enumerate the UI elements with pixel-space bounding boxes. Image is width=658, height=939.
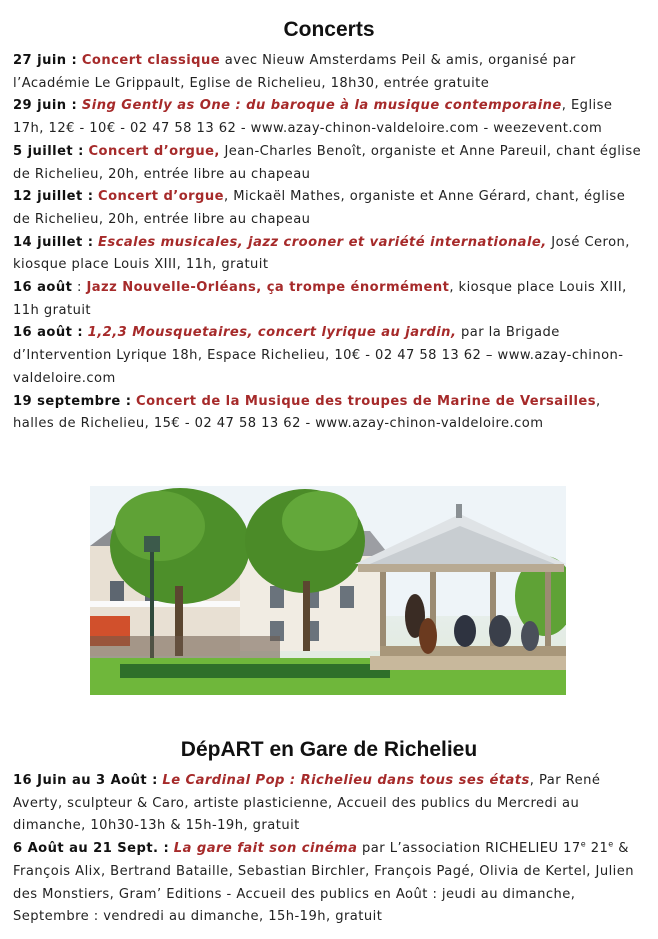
list-item <box>13 141 645 186</box>
list-item <box>13 770 645 838</box>
event-details: 21 <box>586 841 609 857</box>
event-date: 14 juillet : <box>13 234 94 250</box>
concerts-title: Concerts <box>283 18 375 41</box>
event-date: 12 juillet : <box>13 189 94 205</box>
event-title: Concert d’orgue, <box>88 143 220 159</box>
list-item <box>13 50 645 95</box>
list-item <box>13 186 645 231</box>
list-item <box>13 95 645 140</box>
superscript: e <box>580 839 587 849</box>
event-title: Escales musicales, jazz crooner et variété internationale, <box>98 234 547 250</box>
event-title: La gare fait son cinéma <box>173 841 358 857</box>
event-date: 19 septembre : <box>13 393 132 409</box>
superscript: e <box>608 839 614 849</box>
event-details: & François Alix, Bertrand Bataille, Sebastian Birchler, François Pagé, Olivia de Kertel, Julien des Monstiers, Gram’ Editions - Accueil des publics en Août : jeudi au dimanche, Septembre : vendredi au dimanche, 15h-19h, gratuit <box>13 841 634 925</box>
depart-title: DépART en Gare de Richelieu <box>180 738 478 761</box>
event-title: Concert d’orgue <box>98 189 224 205</box>
kiosk-photo <box>90 486 566 695</box>
event-date: 16 Juin au 3 Août : <box>13 773 158 788</box>
event-title: Concert classique <box>81 53 221 68</box>
event-title: Le Cardinal Pop : Richelieu dans tous ses états <box>162 773 530 788</box>
event-title: Sing Gently as One : du baroque à la musique contemporaine <box>81 98 562 114</box>
event-details: par la Brigade d’Intervention Lyrique 18h, Espace Richelieu, 10€ - 02 47 58 13 62 – www.azay-chinon-valdeloire.com <box>13 325 624 386</box>
event-details: Jean-Charles Benoît, organiste et Anne Pareuil, chant église de Richelieu, 20h, entrée libre au chapeau <box>13 143 642 182</box>
list-item <box>13 232 645 277</box>
event-details: , Mickaël Mathes, organiste et Anne Gérard, chant, église de Richelieu, 20h, entrée libre au chapeau <box>13 189 626 227</box>
list-item <box>13 322 645 390</box>
event-date: 5 juillet : <box>13 143 84 159</box>
event-details: par L’association RICHELIEU 17 <box>357 841 581 857</box>
event-date: 16 août <box>13 280 73 296</box>
event-title: Jazz Nouvelle-Orléans, ça trompe énormément <box>86 280 450 296</box>
date-separator: : <box>72 280 87 296</box>
event-details: , Par René Averty, sculpteur & Caro, artiste plasticienne, Accueil des publics du Mercredi au dimanche, 10h30-13h & 15h-19h, gratuit <box>13 773 601 834</box>
event-title: 1,2,3 Mousquetaires, concert lyrique au jardin, <box>87 325 457 341</box>
event-details: avec Nieuw Amsterdams Peil & amis, organisé par l’Académie Le Grippault, Eglise de Richelieu, 18h30, entrée gratuite <box>13 53 576 91</box>
event-details: José Ceron, kiosque place Louis XIII, 11h, gratuit <box>13 234 630 273</box>
event-details: , Eglise 17h, 12€ - 10€ - 02 47 58 13 62 - www.azay-chinon-valdeloire.com - weezevent.com <box>13 98 613 137</box>
depart-list <box>13 770 645 929</box>
event-date: 16 août : <box>13 325 84 341</box>
concerts-list <box>13 50 645 436</box>
event-date: 6 Août au 21 Sept. : <box>13 841 170 857</box>
event-date: 27 juin : <box>13 53 78 68</box>
event-details: , kiosque place Louis XIII, 11h gratuit <box>13 280 627 318</box>
list-item <box>13 838 645 929</box>
event-details: , halles de Richelieu, 15€ - 02 47 58 13 62 - www.azay-chinon-valdeloire.com <box>13 393 601 432</box>
list-item <box>13 391 645 436</box>
list-item <box>13 277 645 322</box>
event-date: 29 juin : <box>13 98 78 114</box>
event-title: Concert de la Musique des troupes de Marine de Versailles <box>136 393 596 409</box>
